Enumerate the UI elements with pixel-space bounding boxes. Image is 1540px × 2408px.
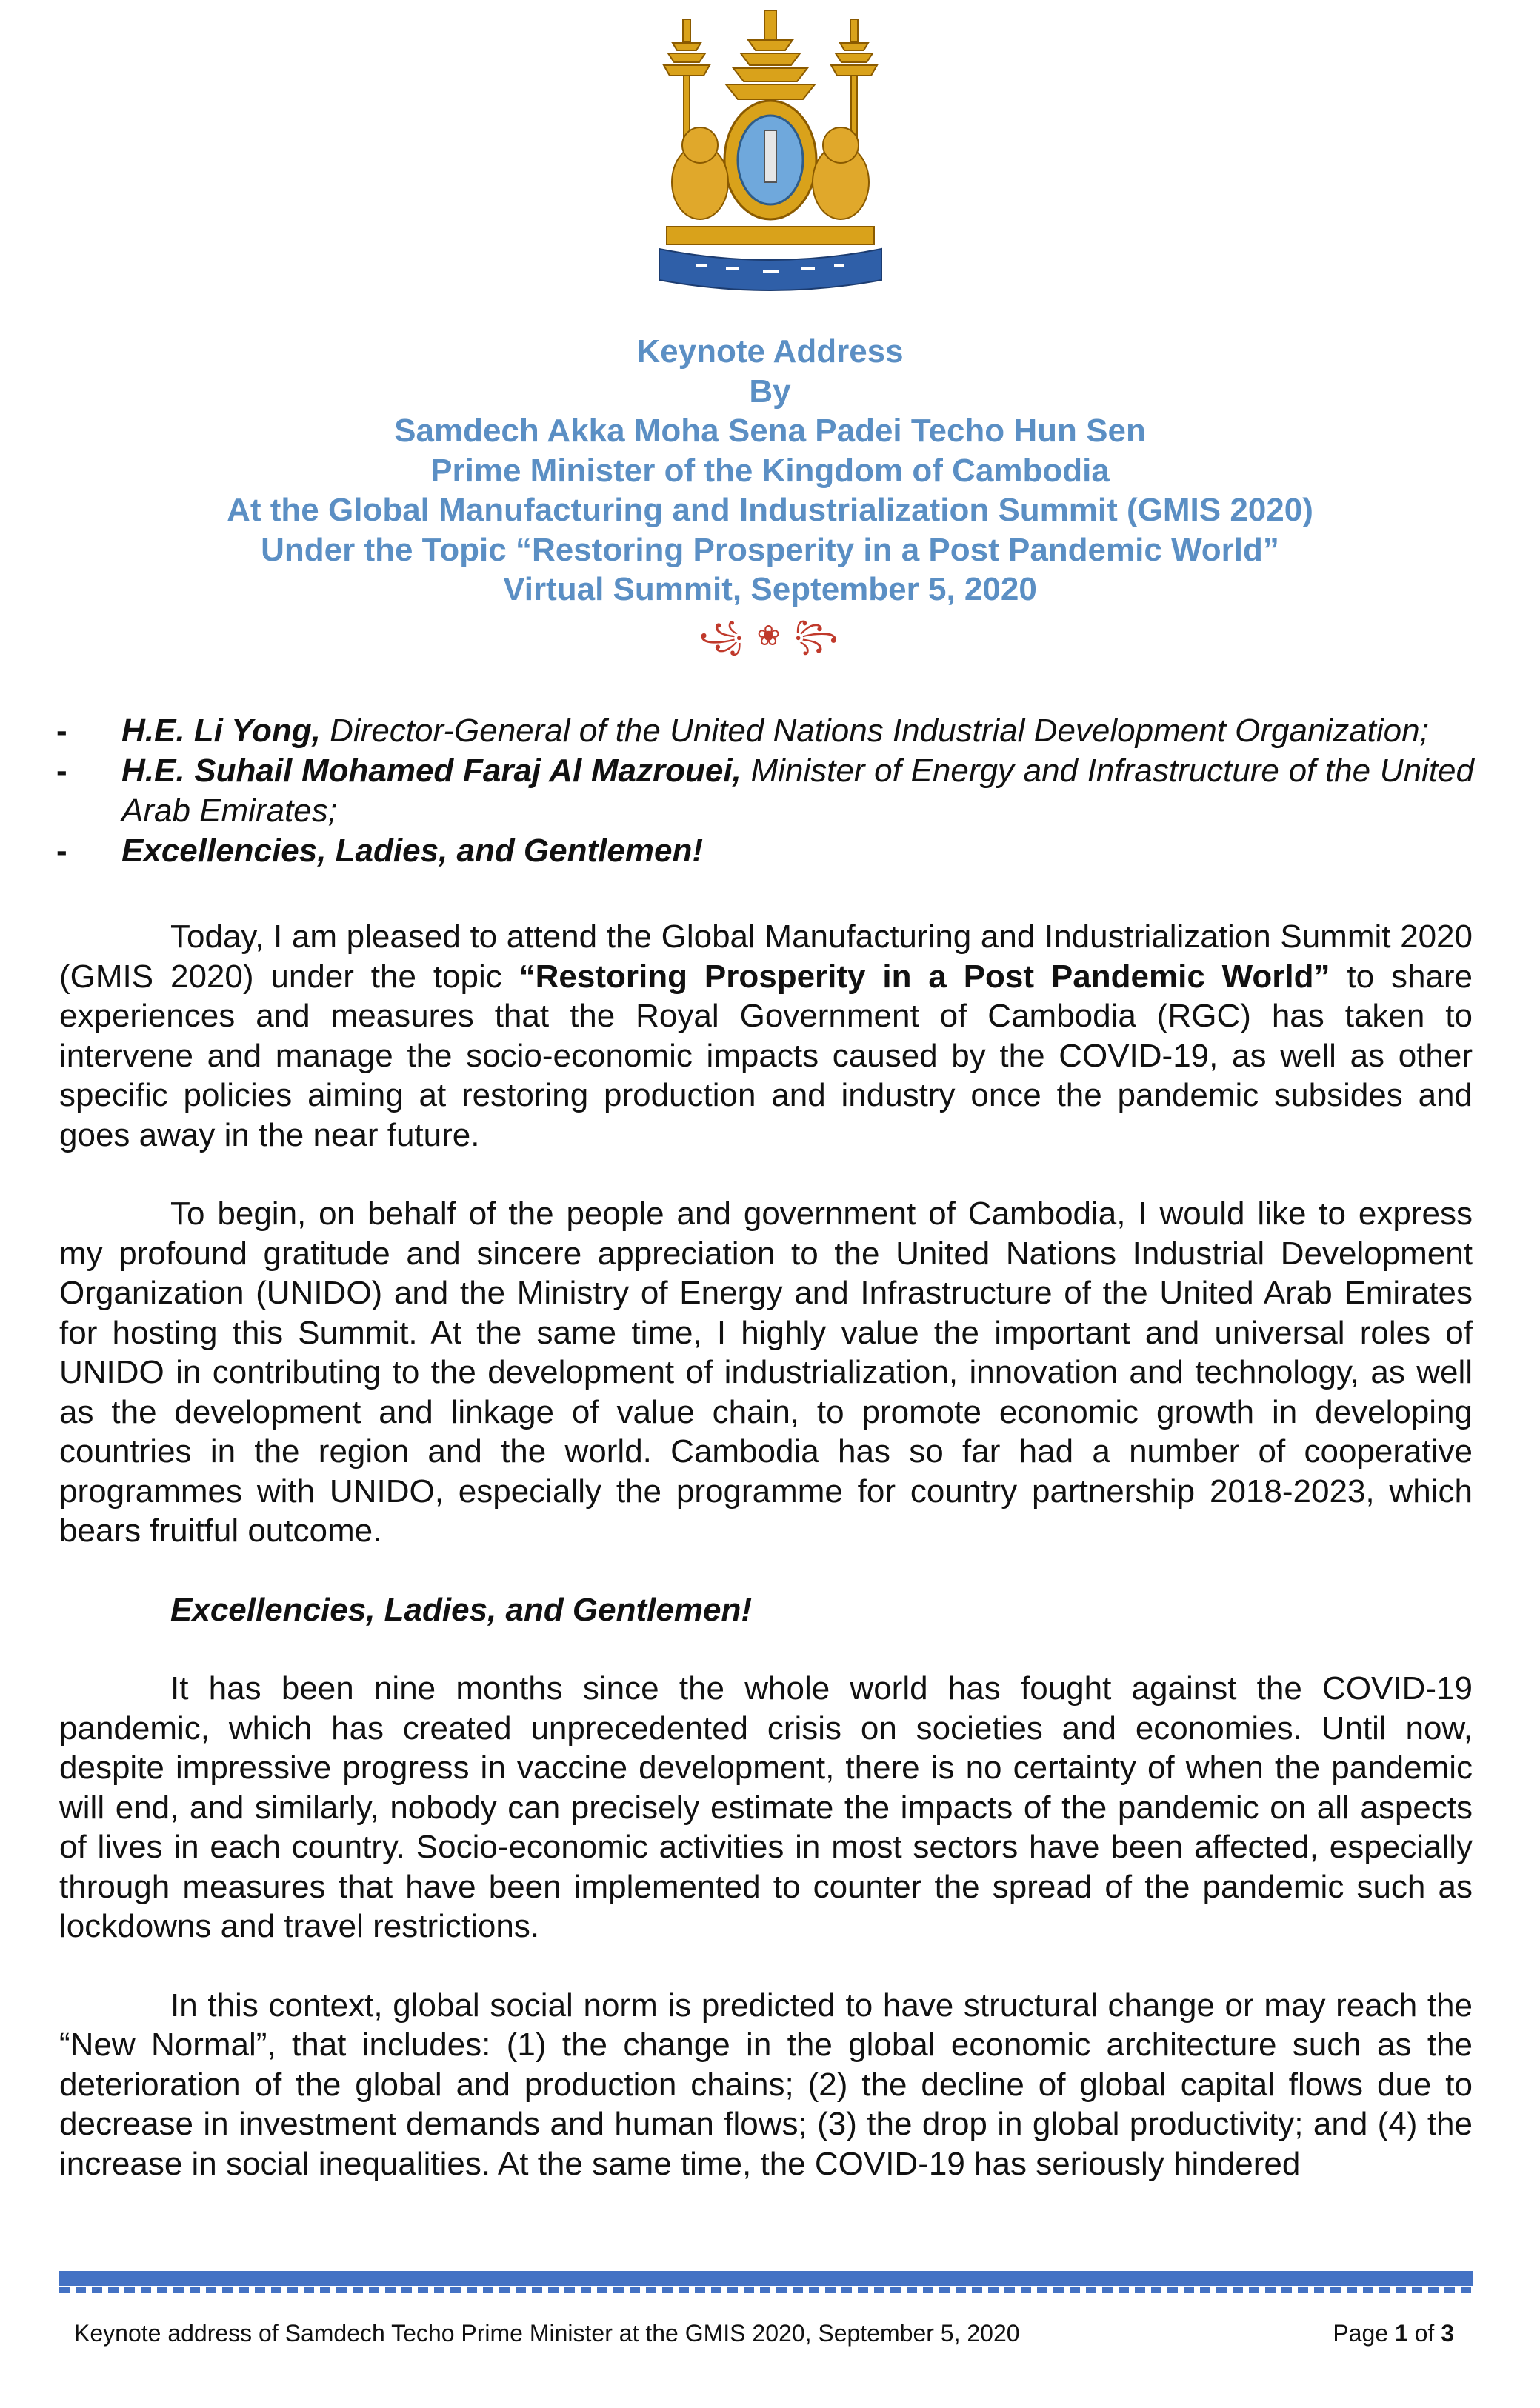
bullet-dash: -	[56, 833, 67, 869]
salutation-item	[52, 711, 1474, 751]
bullet-dash: -	[56, 753, 67, 789]
bullet-dash: -	[56, 713, 67, 749]
title-line: Keynote Address	[636, 333, 904, 370]
title-line: Virtual Summit, September 5, 2020	[503, 571, 1037, 607]
salutation-list	[52, 711, 1474, 871]
paragraph: To begin, on behalf of the people and government of Cambodia, I would like to express my profound gratitude and sincere appreciation to the United Nations Industrial Development Organization (UNIDO) and the Ministry of Energy and Infrastructure of the United Arab Emirates for hosting this Summit. At the same time, I highly value the important and universal roles of UNIDO in contributing to the development of industrialization, innovation and technology, as well as the development and linkage of value chain, to promote economic growth in developing countries in the region and the world. Cambodia has so far had a number of cooperative programmes with UNIDO, especially the programme for country partnership 2018-2023, which bears fruitful outcome.	[59, 1195, 1473, 1549]
document-title-block	[59, 332, 1481, 610]
ornament-divider: ꧁ ❀ ꧂	[699, 621, 841, 652]
title-line: Samdech Akka Moha Sena Padei Techo Hun Sen	[394, 413, 1146, 449]
salutation-role: Minister of Energy and Infrastructure of the United Arab Emirates;	[121, 753, 1474, 829]
footer-rule	[59, 2271, 1473, 2286]
paragraph: In this context, global social norm is predicted to have structural change or may reach the “New Normal”, that includes: (1) the change in the global economic architecture such as the deterioration of the global and production chains; (2) the decline of global capital flows due to decrease in investment demands and human flows; (3) the drop in global productivity; and (4) the increase in social inequalities. At the same time, the COVID-19 has seriously hindered	[59, 1987, 1473, 2182]
salutation-item	[52, 751, 1474, 831]
salutation-name: H.E. Li Yong,	[121, 713, 321, 749]
salutation-name: Excellencies, Ladies, and Gentlemen!	[121, 833, 703, 869]
salutation-role: Director-General of the United Nations Industrial Development Organization;	[320, 713, 1429, 749]
salutation-inline: Excellencies, Ladies, and Gentlemen!	[170, 1591, 752, 1628]
title-line: Prime Minister of the Kingdom of Cambodia	[430, 452, 1110, 489]
title-line: At the Global Manufacturing and Industrialization Summit (GMIS 2020)	[227, 492, 1313, 528]
paragraph: It has been nine months since the whole world has fought against the COVID-19 pandemic, which has created unprecedented crisis on societies and economies. Until now, despite impressive progress in vaccine development, there is no certainty of when the pandemic will end, and similarly, nobody can precisely estimate the impacts of the pandemic on all aspects of lives in each country. Socio-economic activities in most sectors have been affected, especially through measures that have been implemented to counter the spread of the pandemic such as lockdowns and travel restrictions.	[59, 1670, 1473, 1944]
paragraph: Today, I am pleased to attend the Global Manufacturing and Industrialization Summit 2020 (GMIS 2020) under the topic “Restoring Prosperity in a Post Pandemic World” to share experiences and measures that the Royal Government of Cambodia (RGC) has taken to intervene and manage the socio-economic impacts caused by the COVID-19, as well as other specific policies aiming at restoring production and industry once the pandemic subsides and goes away in the near future.	[59, 918, 1473, 1153]
document-body	[59, 917, 1473, 2223]
salutation-item	[52, 831, 1474, 871]
topic-bold: “Restoring Prosperity in a Post Pandemic World”	[519, 958, 1330, 995]
page-number: Page 1 of 3	[1333, 2320, 1454, 2347]
title-line: Under the Topic “Restoring Prosperity in a Post Pandemic World”	[261, 531, 1279, 568]
salutation-name: H.E. Suhail Mohamed Faraj Al Mazrouei,	[121, 753, 741, 789]
footer-caption: Keynote address of Samdech Techo Prime Minister at the GMIS 2020, September 5, 2020	[74, 2320, 1020, 2347]
title-line: By	[749, 373, 791, 410]
royal-arms-emblem	[637, 4, 904, 301]
